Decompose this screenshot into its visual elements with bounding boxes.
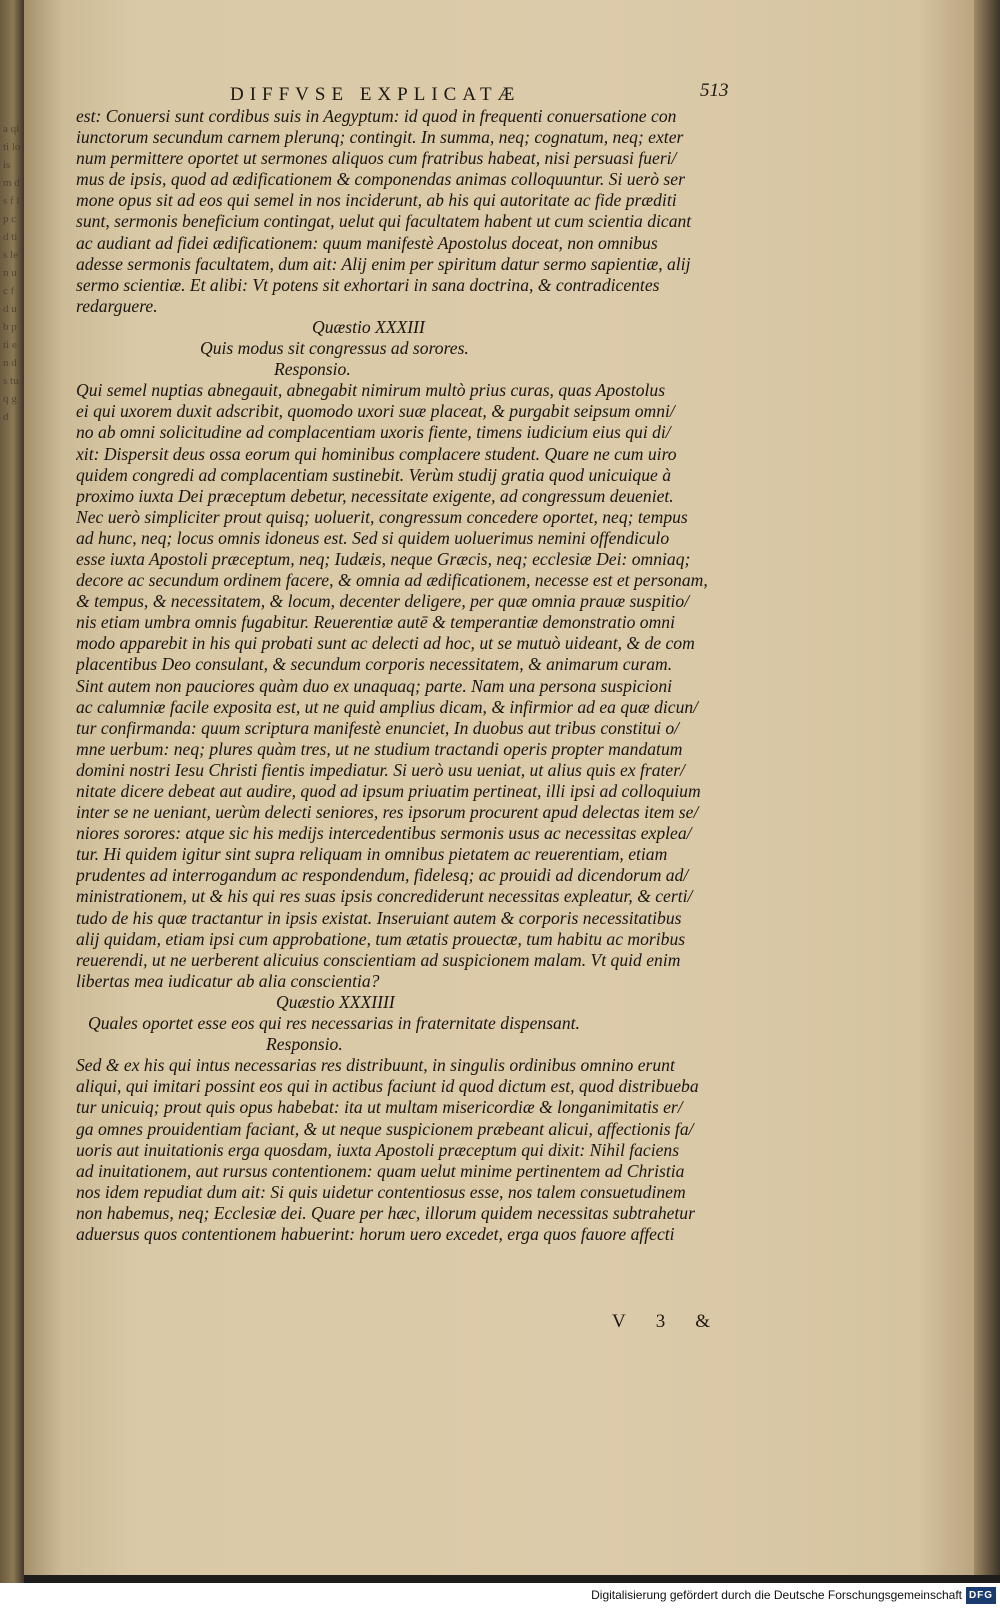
page-number: 513 <box>700 80 729 101</box>
text-line: tur confirmanda: quum scriptura manifestè enunciet, In duobus aut tribus constitui o/ <box>76 717 680 738</box>
text-line: aliqui, qui imitari possint eos qui in actibus faciunt id quod dictum est, quod distribueba <box>76 1076 699 1097</box>
text-line: Sed & ex his qui intus necessarias res distribuunt, in singulis ordinibus omnino erunt <box>76 1055 675 1076</box>
text-line: nos idem repudiat dum ait: Si quis uidetur contentiosus esse, nos talem consuetudinem <box>76 1181 686 1202</box>
book-page <box>24 0 974 1575</box>
text-line: domini nostri Iesu Christi fientis impediatur. Si uerò usu ueniat, ut alius quis ex frater/ <box>76 759 685 780</box>
facing-page-fragments: a qi ti lo is m d s f l p c d ti s le n u c f d u b p ti e n d s tu q g d <box>3 123 21 423</box>
text-line: modo apparebit in his qui probati sunt ac delecti ad hoc, ut se mutuò uideant, & de com <box>76 633 695 654</box>
text-line: ga omnes prouidentiam faciant, & ut neque suspicionem præbeant alicui, affectionis fa/ <box>76 1118 694 1139</box>
text-line: placentibus Deo consulant, & secundum corporis necessitatem, & animarum curam. <box>76 654 673 675</box>
body-text <box>76 106 762 1245</box>
text-line: mus de ipsis, quod ad ædificationem & componendas animas colloquuntur. Si uerò ser <box>76 169 685 190</box>
signature-mark <box>612 1311 740 1333</box>
text-line: prudentes ad interrogandum ac respondendum, fidelesq; ac prouidi ad dicendorum ad/ <box>76 865 689 886</box>
text-line: tur unicuiq; prout quis opus habebat: ita ut multam misericordiæ & longanimitatis er/ <box>76 1097 683 1118</box>
text-line: adesse sermonis facultatem, dum ait: Alij enim per spiritum datur sermo sapientiæ, alij <box>76 253 691 274</box>
responsio-heading: Responsio. <box>266 1034 343 1055</box>
text-line: xit: Dispersit deus ossa eorum qui hominibus complacere student. Quare ne cum uiro <box>76 443 677 464</box>
text-line: libertas mea iudicatur ab alia conscientia? <box>76 970 380 991</box>
text-line: tur. Hi quidem igitur sint supra reliquam in omnibus pietatem ac reuerentiam, etiam <box>76 844 668 865</box>
text-line: ac audiant ad fidei ædificationem: quum manifestè Apostolus doceat, non omnibus <box>76 232 658 253</box>
text-line: non habemus, neq; Ecclesiæ dei. Quare per hæc, illorum quidem necessitas subtrahetur <box>76 1202 695 1223</box>
text-line: ad inuitationem, aut rursus contentionem: quam uelut minime pertinentem ad Christia <box>76 1160 685 1181</box>
text-line: ei qui uxorem duxit adscribit, quomodo uxori suæ placeat, & purgabit seipsum omni/ <box>76 401 675 422</box>
text-line: aduersus quos contentionem habuerint: horum uero excedet, erga quos fauore affecti <box>76 1223 675 1244</box>
text-line: reuerendi, ut ne uerberent alicuius conscientiam ad suspicionem malam. Vt quid enim <box>76 949 681 970</box>
text-line: niores sorores: atque sic his medijs intercedentibus sermonis usus ac necessitas explea/ <box>76 823 692 844</box>
text-line: nis etiam umbra omnis fugabitur. Reuerentiæ autē & temperantiæ demonstratio omni <box>76 612 675 633</box>
page-fore-edge <box>974 0 1000 1575</box>
text-line: ministrationem, ut & his qui res suas ipsis concrediderunt necessitas expleatur, & certi/ <box>76 886 693 907</box>
quaestio-heading: Quæstio XXXIIII <box>276 991 395 1012</box>
text-line: ac calumniæ facile exposita est, ut ne quid amplius dicam, & infirmior ad ea quæ dicun/ <box>76 696 699 717</box>
text-line: alij quidam, etiam ipsi cum approbatione, tum ætatis prouectæ, tum habitu ac moribus <box>76 928 686 949</box>
footer-bar <box>0 1583 1000 1610</box>
text-line: ad hunc, neq; locus omnis idoneus est. Sed si quidem uoluerimus nemini offendiculo <box>76 527 670 548</box>
text-line: iunctorum secundum carnem plerunq; contingit. In summa, neq; cognatum, neq; exter <box>76 127 684 148</box>
text-line: tudo de his quæ tractantur in ipsis existat. Inseruiant autem & corporis necessitatibus <box>76 907 682 928</box>
text-line: esse iuxta Apostoli præceptum, neq; Iudæis, neque Græcis, neq; ecclesiæ Dei: omniaq; <box>76 548 691 569</box>
question-title: Quales oportet esse eos qui res necessarias in fraternitate dispensant. <box>88 1013 580 1034</box>
text-line: mone opus sit ad eos qui semel in nos inciderunt, ab his qui autoritate ac fide præditi <box>76 190 677 211</box>
text-line: Sint autem non pauciores quàm duo ex unaquaq; parte. Nam una persona suspicioni <box>76 675 673 696</box>
text-line: Qui semel nuptias abnegauit, abnegabit nimirum multò prius curas, quas Apostolus <box>76 380 666 401</box>
facing-page-edge <box>0 0 24 1610</box>
text-line: sunt, sermonis beneficium contingat, uelut qui facultatem habent ut cum scientia dicant <box>76 211 692 232</box>
text-line: inter se ne ueniant, uerùm delecti seniores, res ipsorum procurent apud delectas item se/ <box>76 802 699 823</box>
quaestio-heading: Quæstio XXXIII <box>312 316 425 337</box>
text-line: num permittere oportet ut sermones aliquos cum fratribus habeat, nisi persuasi fueri/ <box>76 148 677 169</box>
text-line: proximo iuxta Dei præceptum debetur, necessitate exigente, ad congressum deueniet. <box>76 485 674 506</box>
footer-credit: Digitalisierung gefördert durch die Deutsche Forschungsgemeinschaft <box>591 1588 962 1602</box>
text-line: sermo scientiæ. Et alibi: Vt potens sit exhortari in sana doctrina, & contradicentes <box>76 274 660 295</box>
signature-letter: V <box>612 1311 656 1332</box>
text-line: quidem congredi ad complacentiam sustinebit. Verùm studij gratia quod unicuique à <box>76 464 672 485</box>
running-head: DIFFVSE EXPLICATÆ <box>230 84 521 105</box>
text-line: redarguere. <box>76 295 158 316</box>
catchword: & <box>695 1311 741 1332</box>
text-line: no ab omni solicitudine ad complacentiam uxoris fiente, timens iudicium eius qui di/ <box>76 422 671 443</box>
text-line: Nec uerò simpliciter prout quisq; uoluerit, congressum concedere oportet, neq; tempus <box>76 506 688 527</box>
text-line: est: Conuersi sunt cordibus suis in Aegyptum: id quod in frequenti conuersatione con <box>76 106 677 126</box>
text-line: mne uerbum: neq; plures quàm tres, ut ne studium tractandi operis propter mandatum <box>76 738 683 759</box>
question-title: Quis modus sit congressus ad sorores. <box>200 338 469 359</box>
text-line: nitate dicere debeat aut audire, quod ad ipsum priuatim pertineat, illi ipsi ad colloquium <box>76 781 701 801</box>
dfg-logo: DFG <box>966 1587 996 1604</box>
text-line: uoris aut inuitationis erga quosdam, iuxta Apostoli præceptum qui dixit: Nihil faciens <box>76 1139 680 1160</box>
responsio-heading: Responsio. <box>274 359 351 380</box>
signature-number: 3 <box>655 1311 696 1332</box>
text-line: decore ac secundum ordinem facere, & omnia ad ædificationem, necesse est et personam, <box>76 570 708 591</box>
text-line: & tempus, & necessitatem, & locum, decenter deligere, per quæ omnia prauæ suspitio/ <box>76 591 690 612</box>
